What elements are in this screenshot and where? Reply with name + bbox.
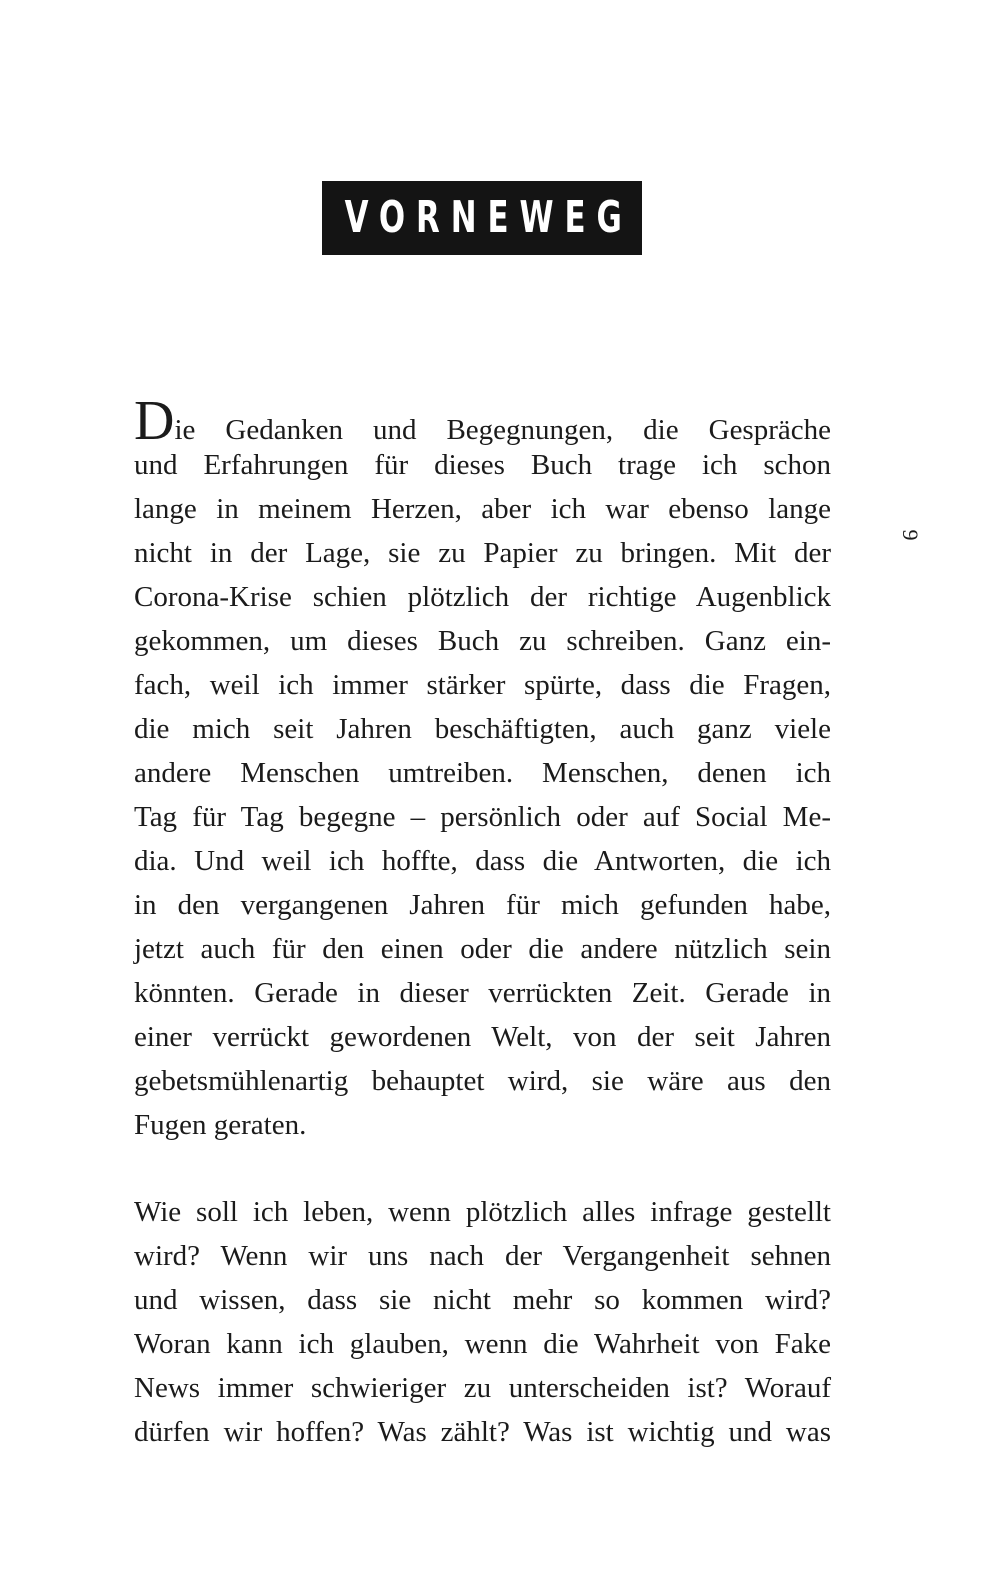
paragraph-1-line-12: in den vergangenen Jahren für mich gefunden habe,	[134, 889, 831, 921]
chapter-heading-box	[322, 181, 642, 255]
paragraph-1-line-6: gekommen, um dieses Buch zu schreiben. Ganz ein-	[134, 625, 831, 657]
paragraph-1-line-15: einer verrückt gewordenen Welt, von der seit Jahren	[134, 1021, 831, 1053]
paragraph-1-line-7: fach, weil ich immer stärker spürte, dass die Fragen,	[134, 669, 831, 701]
paragraph-1-line-14: könnten. Gerade in dieser verrückten Zeit. Gerade in	[134, 977, 831, 1009]
paragraph-2-line-3: und wissen, dass sie nicht mehr so kommen wird?	[134, 1284, 831, 1316]
paragraph-1-line-1	[134, 390, 831, 452]
chapter-heading: VORNEWEG	[344, 192, 634, 243]
paragraph-1-line-5: Corona-Krise schien plötzlich der richtige Augenblick	[134, 581, 831, 613]
paragraph-1-line-3: lange in meinem Herzen, aber ich war ebenso lange	[134, 493, 831, 525]
paragraph-1-line-17: Fugen geraten.	[134, 1109, 307, 1141]
paragraph-1-line-13: jetzt auch für den einen oder die andere nützlich sein	[134, 933, 831, 965]
paragraph-1-line-8: die mich seit Jahren beschäftigten, auch ganz viele	[134, 713, 831, 745]
paragraph-1-line-16: gebetsmühlenartig behauptet wird, sie wäre aus den	[134, 1065, 831, 1097]
paragraph-2-line-4: Woran kann ich glauben, wenn die Wahrheit von Fake	[134, 1328, 831, 1360]
drop-cap: D	[134, 390, 175, 452]
paragraph-1-line-10: Tag für Tag begegne – persönlich oder auf Social Me-	[134, 801, 831, 833]
paragraph-2-line-2: wird? Wenn wir uns nach der Vergangenheit sehnen	[134, 1240, 831, 1272]
paragraph-2-line-6: dürfen wir hoffen? Was zählt? Was ist wichtig und was	[134, 1416, 831, 1448]
paragraph-2-line-5: News immer schwieriger zu unterscheiden ist? Worauf	[134, 1372, 831, 1404]
page-number: 9	[898, 529, 923, 541]
paragraph-1-line-11: dia. Und weil ich hoffte, dass die Antworten, die ich	[134, 845, 831, 877]
paragraph-1-line-1-text: ie Gedanken und Begegnungen, die Gespräche	[174, 414, 831, 446]
paragraph-1-line-4: nicht in der Lage, sie zu Papier zu bringen. Mit der	[134, 537, 831, 569]
paragraph-1-line-9: andere Menschen umtreiben. Menschen, denen ich	[134, 757, 831, 789]
paragraph-1-line-2: und Erfahrungen für dieses Buch trage ich schon	[134, 449, 831, 481]
paragraph-2-line-1: Wie soll ich leben, wenn plötzlich alles infrage gestellt	[134, 1196, 831, 1228]
